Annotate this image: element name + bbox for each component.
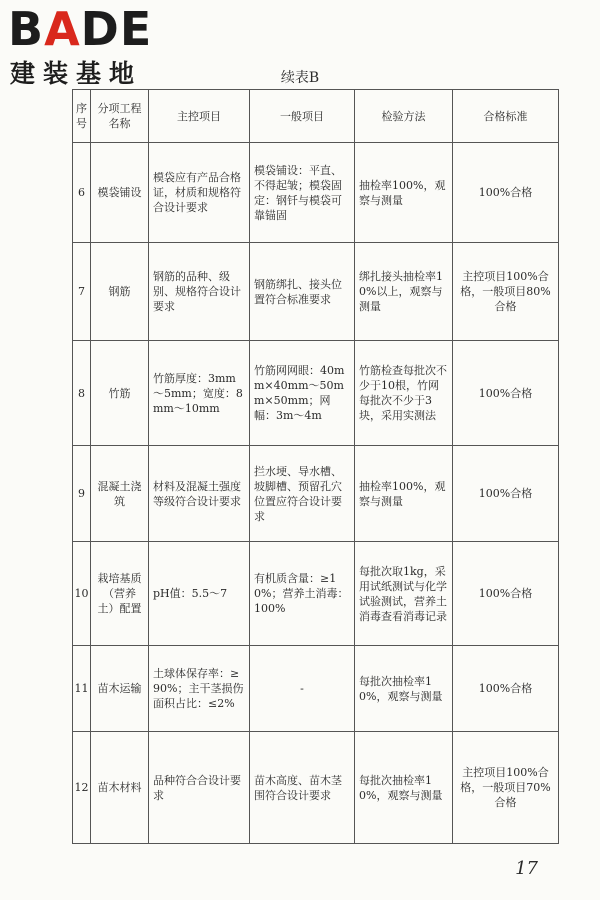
row-standard: 主控项目100%合格，一般项目80%合格 (453, 243, 559, 341)
row-name: 模袋铺设 (91, 143, 149, 243)
inspection-table (72, 89, 559, 844)
row-method: 每批次取1kg，采用试纸测试与化学试验测试，营养土消毒查看消毒记录 (355, 542, 453, 646)
row-no: 10 (73, 542, 91, 646)
row-method: 抽检率100%，观察与测量 (355, 446, 453, 542)
row-standard: 100%合格 (453, 341, 559, 446)
logo-chinese-text: 建装基地 (10, 59, 143, 88)
header-no: 序号 (73, 90, 91, 143)
row-general: - (250, 646, 355, 732)
table-caption: 续表B (280, 70, 320, 86)
row-name: 苗木材料 (91, 732, 149, 844)
logo-wordmark: BADE (8, 2, 153, 56)
row-main: 模袋应有产品合格证，材质和规格符合设计要求 (149, 143, 250, 243)
header-standard: 合格标准 (453, 90, 559, 143)
header-method: 检验方法 (355, 90, 453, 143)
row-standard: 100%合格 (453, 542, 559, 646)
row-no: 7 (73, 243, 91, 341)
table-row (73, 243, 559, 341)
row-general: 钢筋绑扎、接头位置符合标准要求 (250, 243, 355, 341)
row-main: pH值：5.5～7 (149, 542, 250, 646)
header-general: 一般项目 (250, 90, 355, 143)
row-general: 模袋铺设：平直、不得起皱；模袋固定：钢钎与模袋可靠锚固 (250, 143, 355, 243)
table-row (73, 732, 559, 844)
row-name: 栽培基质（营养土）配置 (91, 542, 149, 646)
table-row (73, 341, 559, 446)
table-header-row (73, 90, 559, 143)
row-main: 钢筋的品种、级别、规格符合设计要求 (149, 243, 250, 341)
header-main: 主控项目 (149, 90, 250, 143)
row-no: 12 (73, 732, 91, 844)
row-standard: 100%合格 (453, 446, 559, 542)
row-general: 苗木高度、苗木茎围符合设计要求 (250, 732, 355, 844)
table-row (73, 143, 559, 243)
row-name: 钢筋 (91, 243, 149, 341)
row-name: 竹筋 (91, 341, 149, 446)
row-no: 6 (73, 143, 91, 243)
row-main: 品种符合合设计要求 (149, 732, 250, 844)
row-main: 土球体保存率：≥90%；主干茎损伤面积占比：≤2% (149, 646, 250, 732)
row-general: 拦水埂、导水槽、坡脚槽、预留孔穴位置应符合设计要求 (250, 446, 355, 542)
row-no: 11 (73, 646, 91, 732)
row-general: 竹筋网网眼：40mm×40mm～50mm×50mm；网幅：3m～4m (250, 341, 355, 446)
row-standard: 主控项目100%合格，一般项目70%合格 (453, 732, 559, 844)
header-name: 分项工程名称 (91, 90, 149, 143)
row-name: 苗木运输 (91, 646, 149, 732)
row-method: 绑扎接头抽检率10%以上，观察与测量 (355, 243, 453, 341)
table-row (73, 446, 559, 542)
table-row (73, 542, 559, 646)
row-method: 每批次抽检率10%，观察与测量 (355, 646, 453, 732)
row-method: 竹筋检查每批次不少于10根，竹网每批次不少于3块，采用实测法 (355, 341, 453, 446)
row-method: 抽检率100%，观察与测量 (355, 143, 453, 243)
row-main: 竹筋厚度：3mm～5mm；宽度：8mm～10mm (149, 341, 250, 446)
table-row (73, 646, 559, 732)
row-method: 每批次抽检率10%，观察与测量 (355, 732, 453, 844)
row-name: 混凝土浇筑 (91, 446, 149, 542)
row-no: 8 (73, 341, 91, 446)
row-main: 材料及混凝土强度等级符合设计要求 (149, 446, 250, 542)
page-number: 17 (515, 858, 538, 879)
row-standard: 100%合格 (453, 646, 559, 732)
row-standard: 100%合格 (453, 143, 559, 243)
row-no: 9 (73, 446, 91, 542)
row-general: 有机质含量：≥10%；营养土消毒：100% (250, 542, 355, 646)
